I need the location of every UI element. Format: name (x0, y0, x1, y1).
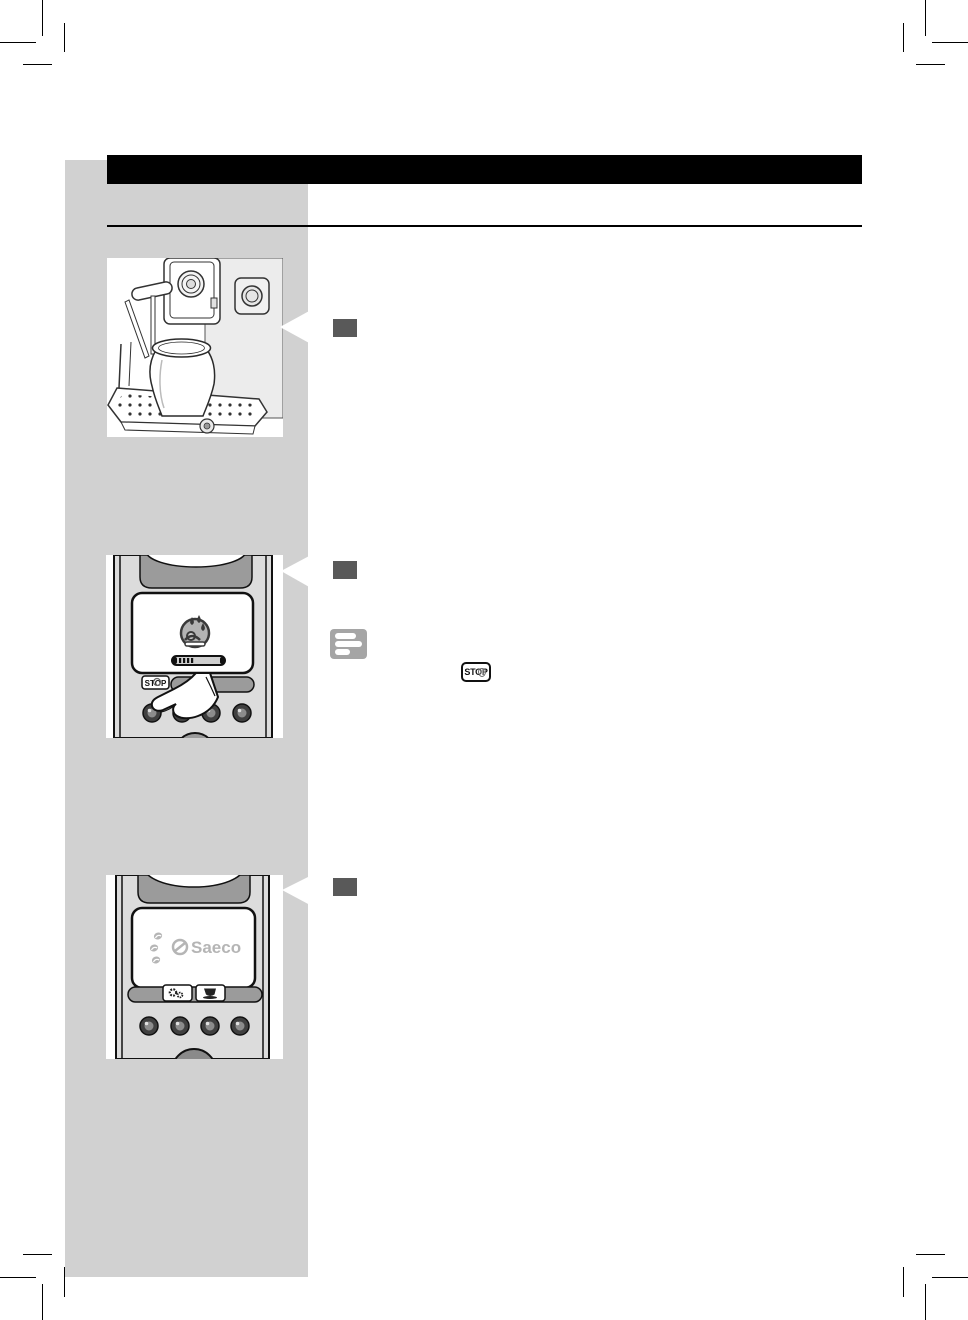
progress-bar (172, 656, 225, 665)
crop-mark (932, 42, 968, 43)
saeco-logo-text: Saeco (191, 938, 242, 957)
brew-group (164, 258, 220, 324)
stop-key (142, 676, 169, 689)
chapter-header-bar (107, 155, 862, 184)
callout-arrow (282, 876, 310, 905)
display-screen (132, 593, 253, 673)
step-marker-2 (333, 561, 357, 579)
crop-mark (42, 0, 43, 36)
illustration-machine-milk-jug (107, 258, 283, 437)
crop-mark (64, 23, 65, 52)
display-screen (132, 908, 255, 988)
illustration-display-rinsing (106, 555, 283, 738)
top-window (138, 875, 250, 903)
illustration-display-ready (106, 875, 283, 1059)
machine-milk-jug-drawing (107, 258, 283, 437)
header-divider (107, 225, 862, 227)
crop-mark (23, 64, 52, 65)
top-window (140, 555, 252, 588)
display-rinsing-drawing (106, 555, 283, 738)
callout-arrow (280, 310, 311, 344)
crop-mark (903, 1267, 904, 1297)
note-icon (330, 629, 367, 659)
step-marker-3 (333, 878, 357, 896)
crop-mark (0, 1277, 36, 1278)
crop-mark (916, 1254, 945, 1255)
stop-key-icon (461, 662, 491, 682)
drain-knob (200, 419, 214, 433)
crop-mark (925, 1284, 926, 1320)
callout-arrow (281, 555, 311, 588)
crop-mark (916, 64, 945, 65)
crop-mark (0, 42, 36, 43)
step-marker-1 (333, 319, 357, 337)
stop-key-icon-label: STOP (464, 666, 488, 677)
crop-mark (903, 23, 904, 52)
crop-mark (23, 1254, 52, 1255)
crop-mark (932, 1277, 968, 1278)
coffee-key (196, 985, 225, 1001)
display-ready-drawing (106, 875, 283, 1059)
stop-key-label: STOP (144, 679, 167, 688)
crop-mark (925, 0, 926, 36)
crop-mark (42, 1284, 43, 1320)
milk-jug (150, 339, 215, 416)
water-knob (235, 278, 269, 314)
menu-key (163, 985, 192, 1001)
key-strip (128, 987, 262, 1002)
